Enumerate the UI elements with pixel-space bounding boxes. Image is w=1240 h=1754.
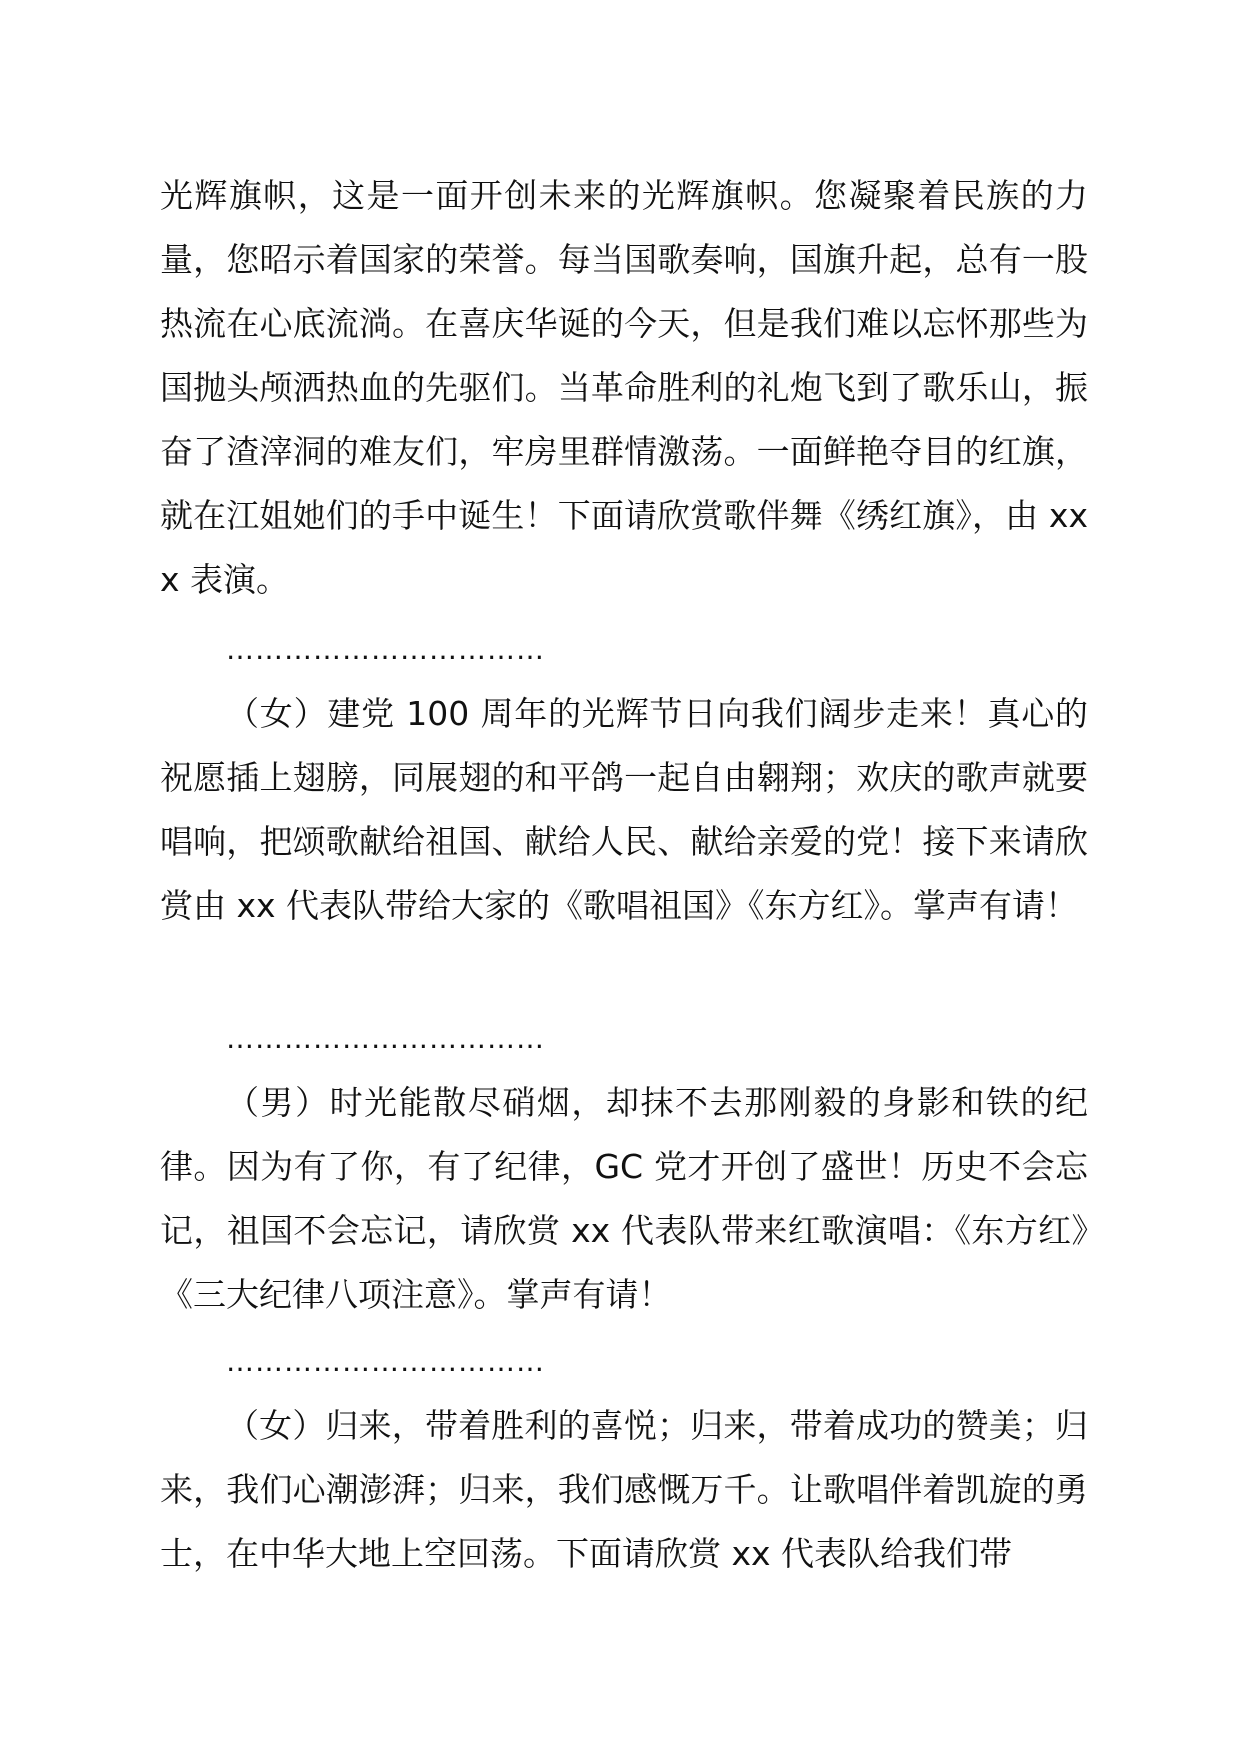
paragraph-female-host-2: （女）归来，带着胜利的喜悦；归来，带着成功的赞美；归来，我们心潮澎湃；归来，我们感慨万千。让歌唱伴着凯旋的勇士，在中华大地上空回荡。下面请欣赏 xx 代表队给我们带	[160, 1406, 1088, 1573]
separator-dots: ……………………………	[226, 1345, 545, 1378]
separator-dots: ……………………………	[226, 633, 545, 666]
separator-dots: ……………………………	[226, 1022, 545, 1055]
paragraph-continuation: 光辉旗帜，这是一面开创未来的光辉旗帜。您凝聚着民族的力量，您昭示着国家的荣誉。每当国歌奏响，国旗升起，总有一股热流在心底流淌。在喜庆华诞的今天，但是我们难以忘怀那些为国抛头颅洒热血的先驱们。当革命胜利的礼炮飞到了歌乐山，振奋了渣滓洞的难友们，牢房里群情激荡。一面鲜艳夺目的红旗，就在江姐她们的手中诞生！下面请欣赏歌伴舞《绣红旗》，由 xxx 表演。	[160, 176, 1088, 599]
paragraph-female-host-1: （女）建党 100 周年的光辉节日向我们阔步走来！真心的祝愿插上翅膀，同展翅的和平鸽一起自由翱翔；欢庆的歌声就要唱响，把颂歌献给祖国、献给人民、献给亲爱的党！接下来请欣赏由 xx 代表队带给大家的《歌唱祖国》《东方红》。掌声有请！	[160, 694, 1088, 925]
paragraph-male-host: （男）时光能散尽硝烟，却抹不去那刚毅的身影和铁的纪律。因为有了你，有了纪律，GC 党才开创了盛世！历史不会忘记，祖国不会忘记，请欣赏 xx 代表队带来红歌演唱：《东方红》《三大纪律八项注意》。掌声有请！	[160, 1083, 1088, 1314]
